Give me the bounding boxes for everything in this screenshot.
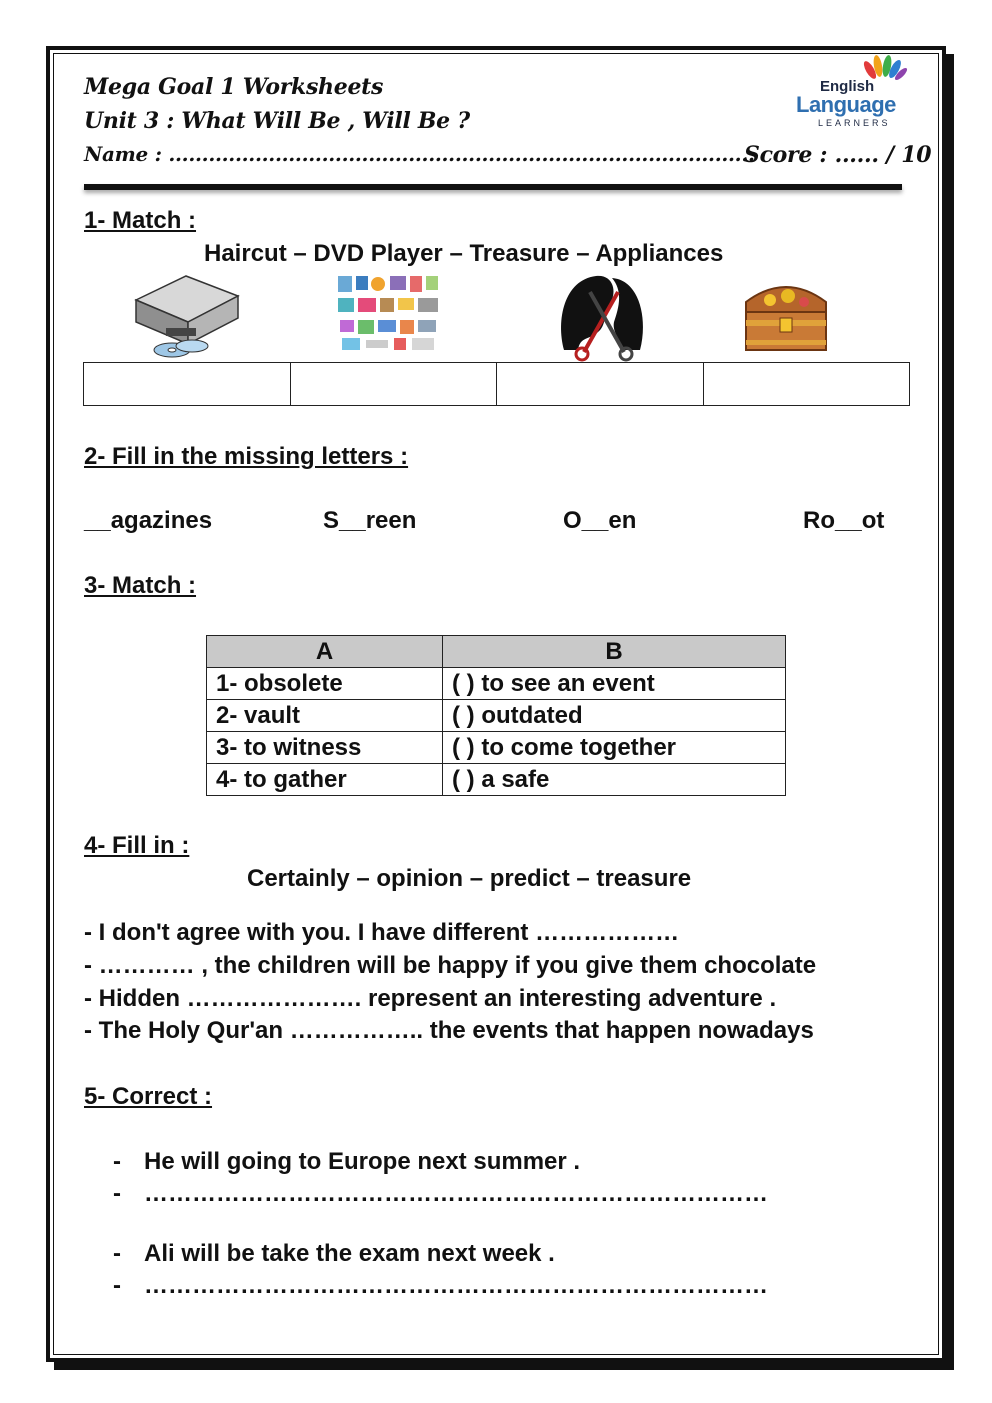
- answer-line-2[interactable]: ……………………………………………………………………: [144, 1272, 768, 1299]
- answer-box-1[interactable]: [84, 363, 291, 405]
- fill-in-sentence-3: - Hidden …………………. represent an interesting adventure .: [84, 985, 777, 1012]
- missing-letter-word-4: Ro__ot: [803, 507, 885, 534]
- fill-in-sentence-1: - I don't agree with you. I have different ………………: [84, 919, 680, 946]
- term-cell: 4- to gather: [207, 764, 443, 796]
- incorrect-sentence-2: Ali will be take the exam next week .: [144, 1240, 555, 1267]
- definition-cell[interactable]: ( ) to come together: [443, 732, 786, 764]
- unit-title: Unit 3 : What Will Be , Will Be ?: [84, 108, 470, 134]
- bullet-dash: -: [113, 1272, 121, 1299]
- definition-cell[interactable]: ( ) a safe: [443, 764, 786, 796]
- term-cell: 2- vault: [207, 700, 443, 732]
- appliances-icon: [334, 272, 442, 354]
- logo-word-language: Language: [796, 92, 896, 117]
- logo-word-english: English: [820, 78, 875, 95]
- worksheet-series-title: Mega Goal 1 Worksheets: [84, 74, 384, 100]
- table-header-row: [207, 636, 786, 668]
- answer-box-2[interactable]: [291, 363, 498, 405]
- section-4-title: 4- Fill in :: [84, 832, 190, 859]
- fill-in-sentence-4: - The Holy Qur'an …………….. the events that happen nowadays: [84, 1017, 814, 1044]
- name-field-label: Name : ........................................................................................: [84, 142, 755, 166]
- missing-letter-word-3: O__en: [563, 507, 637, 534]
- section-5-title: 5- Correct :: [84, 1083, 213, 1110]
- definition-cell[interactable]: ( ) outdated: [443, 700, 786, 732]
- score-label: Score : ...... / 10: [744, 142, 932, 168]
- definition-cell[interactable]: ( ) to see an event: [443, 668, 786, 700]
- logo-word-learners: LEARNERS: [818, 118, 891, 128]
- header-divider: [84, 184, 902, 190]
- section-4-word-bank: Certainly – opinion – predict – treasure: [247, 865, 692, 892]
- section-2-title: 2- Fill in the missing letters :: [84, 443, 409, 470]
- column-b-header: B: [443, 636, 786, 668]
- table-row: [207, 668, 786, 700]
- table-row: [207, 764, 786, 796]
- missing-letter-word-2: S__reen: [323, 507, 417, 534]
- dvd-player-icon: [126, 270, 244, 362]
- table-row: [207, 732, 786, 764]
- section-1-answer-boxes: [83, 362, 910, 406]
- english-language-learners-logo: [790, 54, 920, 134]
- bullet-dash: -: [113, 1180, 121, 1207]
- answer-line-1[interactable]: ……………………………………………………………………: [144, 1180, 768, 1207]
- term-cell: 1- obsolete: [207, 668, 443, 700]
- incorrect-sentence-1: He will going to Europe next summer .: [144, 1148, 581, 1175]
- bullet-dash: -: [113, 1240, 121, 1267]
- column-a-header: A: [207, 636, 443, 668]
- section-1-title: 1- Match :: [84, 207, 197, 234]
- matching-table: [206, 635, 786, 796]
- answer-box-3[interactable]: [497, 363, 704, 405]
- table-row: [207, 700, 786, 732]
- section-3-title: 3- Match :: [84, 572, 197, 599]
- fill-in-sentence-2: - ………… , the children will be happy if you give them chocolate: [84, 952, 817, 979]
- term-cell: 3- to witness: [207, 732, 443, 764]
- haircut-icon: [554, 270, 650, 362]
- treasure-chest-icon: [740, 272, 832, 356]
- section-1-word-bank: Haircut – DVD Player – Treasure – Appliances: [204, 240, 724, 267]
- bullet-dash: -: [113, 1148, 121, 1175]
- missing-letter-word-1: __agazines: [84, 507, 213, 534]
- answer-box-4[interactable]: [704, 363, 910, 405]
